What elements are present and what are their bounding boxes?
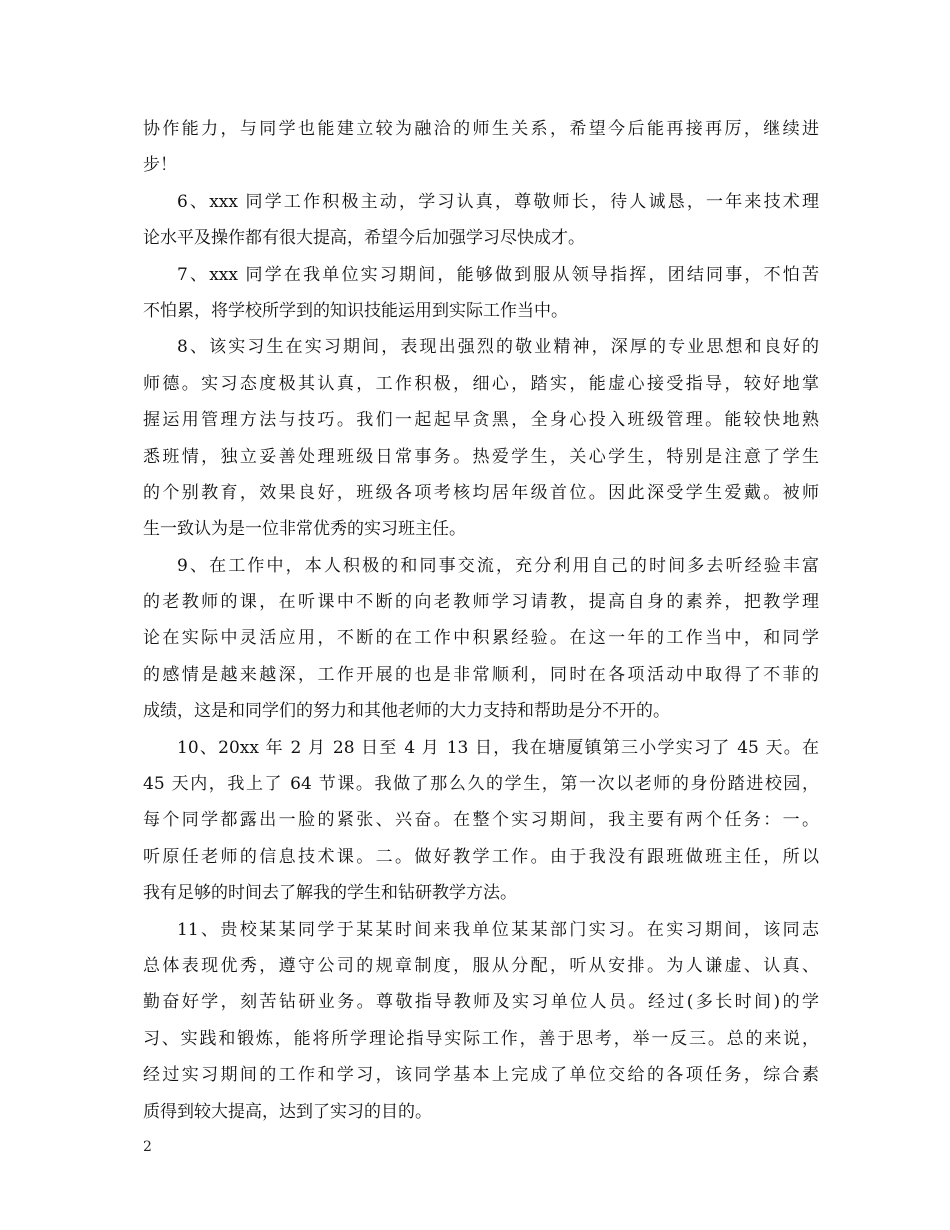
text-line-2: 步！: [143, 155, 177, 176]
paragraph-11-line-5: 经过实习期间的工作和学习，该同学基本上完成了单位交给的各项任务，综合素: [143, 1065, 819, 1086]
paragraph-11-line-1: 11、贵校某某同学于某某时间来我单位某某部门实习。在实习期间，该同志: [177, 919, 819, 940]
paragraph-10-line-3: 每个同学都露出一脸的紧张、兴奋。在整个实习期间，我主要有两个任务：一。: [143, 810, 819, 831]
paragraph-9-line-5: 成绩，这是和同学们的努力和其他老师的大力支持和帮助是分不开的。: [143, 701, 670, 722]
paragraph-10-line-5: 我有足够的时间去了解我的学生和钻研教学方法。: [143, 883, 517, 904]
paragraph-8-line-1: 8、该实习生在实习期间，表现出强烈的敬业精神，深厚的专业思想和良好的: [177, 337, 819, 358]
paragraph-9-line-4: 的感情是越来越深，工作开展的也是非常顺利，同时在各项活动中取得了不菲的: [143, 664, 819, 685]
paragraph-8-line-3: 握运用管理方法与技巧。我们一起起早贪黑，全身心投入班级管理。能较快地熟: [143, 410, 819, 431]
paragraph-6-line-2: 论水平及操作都有很大提高，希望今后加强学习尽快成才。: [143, 228, 585, 249]
paragraph-10-line-4: 听原任老师的信息技术课。二。做好教学工作。由于我没有跟班做班主任，所以: [143, 846, 819, 867]
paragraph-11-line-2: 总体表现优秀，遵守公司的规章制度，服从分配，听从安排。为人谦虚、认真、: [143, 955, 819, 976]
paragraph-7-line-2: 不怕累，将学校所学到的知识技能运用到实际工作当中。: [143, 300, 568, 321]
paragraph-9-line-1: 9、在工作中，本人积极的和同事交流，充分利用自己的时间多去听经验丰富: [177, 555, 819, 576]
text-line-1: 协作能力，与同学也能建立较为融洽的师生关系，希望今后能再接再厉，继续进: [143, 119, 819, 139]
paragraph-8-line-4: 悉班情，独立妥善处理班级日常事务。热爱学生，关心学生，特别是注意了学生: [143, 446, 819, 467]
paragraph-6-line-1: 6、xxx 同学工作积极主动，学习认真，尊敬师长，待人诚恳，一年来技术理: [177, 191, 819, 212]
paragraph-9-line-3: 论在实际中灵活应用，不断的在工作中积累经验。在这一年的工作当中，和同学: [143, 628, 819, 649]
paragraph-8-line-2: 师德。实习态度极其认真，工作积极，细心，踏实，能虚心接受指导，较好地掌: [143, 373, 819, 394]
page-number: 2: [143, 1139, 152, 1155]
paragraph-8-line-6: 生一致认为是一位非常优秀的实习班主任。: [143, 519, 466, 540]
paragraph-10-line-2: 45 天内，我上了 64 节课。我做了那么久的学生，第一次以老师的身份踏进校园，: [143, 774, 819, 795]
paragraph-9-line-2: 的老教师的课，在听课中不断的向老教师学习请教，提高自身的素养，把教学理: [143, 592, 819, 613]
paragraph-10-line-1: 10、20xx 年 2 月 28 日至 4 月 13 日，我在塘厦镇第三小学实习了 45 天。在: [177, 737, 819, 758]
paragraph-8-line-5: 的个别教育，效果良好，班级各项考核均居年级首位。因此深受学生爱戴。被师: [143, 482, 819, 503]
paragraph-11-line-6: 质得到较大提高，达到了实习的目的。: [143, 1101, 432, 1122]
paragraph-7-line-1: 7、xxx 同学在我单位实习期间，能够做到服从领导指挥，团结同事，不怕苦: [177, 264, 819, 285]
paragraph-11-line-4: 习、实践和锻炼，能将所学理论指导实际工作，善于思考，举一反三。总的来说，: [143, 1028, 819, 1049]
document-body: [143, 111, 819, 1130]
paragraph-11-line-3: 勤奋好学，刻苦钻研业务。尊敬指导教师及实习单位人员。经过(多长时间)的学: [143, 992, 819, 1013]
